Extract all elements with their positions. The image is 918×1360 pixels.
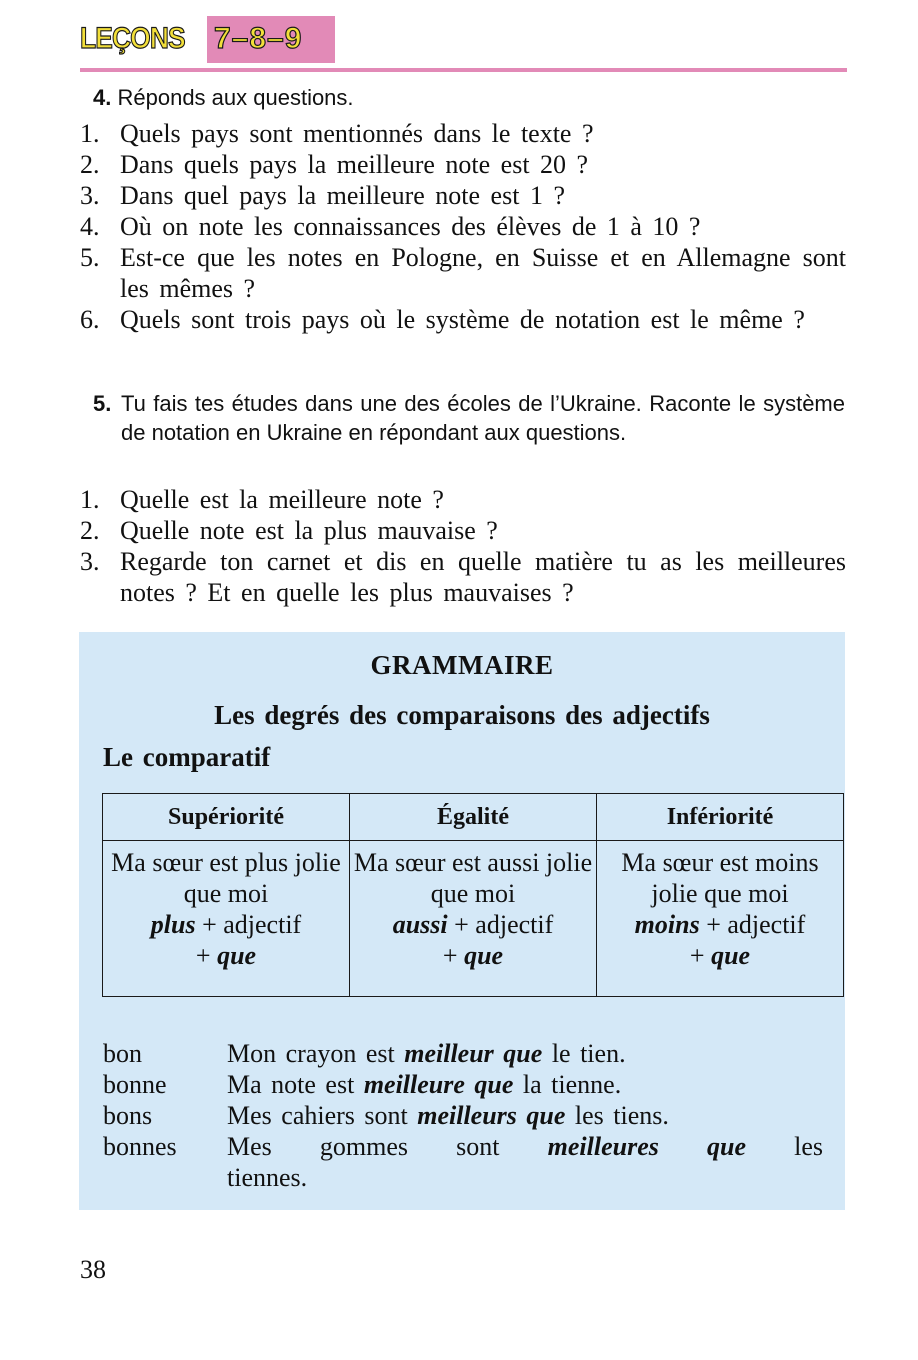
sentence-emphasis: meilleures que bbox=[547, 1132, 746, 1161]
question-number: 4. bbox=[80, 212, 100, 241]
example-sentence bbox=[227, 1038, 823, 1069]
question-item bbox=[80, 211, 846, 242]
grammar-subtitle: Les degrés des comparaisons des adjectifs bbox=[214, 700, 710, 730]
lesson-numbers: 7–8–9 bbox=[214, 22, 303, 55]
question-text: Quels pays sont mentionnés dans le texte ? bbox=[120, 119, 594, 148]
table-header-row bbox=[103, 794, 844, 841]
question-number: 2. bbox=[80, 516, 100, 545]
exercise-number: 5. bbox=[93, 391, 112, 416]
question-number: 5. bbox=[80, 243, 100, 272]
sentence-end: la tienne. bbox=[522, 1070, 622, 1099]
cell-plus: + bbox=[195, 941, 211, 970]
question-number: 6. bbox=[80, 305, 100, 334]
exercise-text: Réponds aux questions. bbox=[117, 85, 354, 110]
comparatif-heading: Le comparatif bbox=[103, 742, 271, 772]
example-sentence bbox=[227, 1131, 823, 1162]
column-header: Égalité bbox=[350, 794, 597, 841]
sentence-emphasis: meilleur que bbox=[404, 1039, 543, 1068]
exercise-text: Tu fais tes études dans une des écoles de l’Ukraine. Raconte le système de notation en Ukraine en répondant aux questions. bbox=[121, 391, 845, 445]
cell-keyword: plus bbox=[150, 910, 196, 939]
question-text: Dans quels pays la meilleure note est 20 ? bbox=[120, 150, 589, 179]
question-number: 1. bbox=[80, 119, 100, 148]
cell-keyword: aussi bbox=[392, 910, 448, 939]
question-number: 2. bbox=[80, 150, 100, 179]
cell-adjective: + adjectif bbox=[202, 910, 302, 939]
grammar-box bbox=[79, 632, 845, 1210]
column-header: Supériorité bbox=[103, 794, 350, 841]
question-number: 3. bbox=[80, 547, 100, 576]
page-number: 38 bbox=[80, 1255, 106, 1284]
question-text: Où on note les connaissances des élèves de 1 à 10 ? bbox=[120, 212, 701, 241]
question-item bbox=[80, 546, 846, 608]
examples-list bbox=[103, 1038, 823, 1193]
example-row bbox=[103, 1131, 823, 1162]
cell-adjective: + adjectif bbox=[454, 910, 554, 939]
cell-example: Ma sœur est moins jolie que moi bbox=[621, 848, 819, 908]
adjective-form: bons bbox=[103, 1101, 153, 1130]
example-row bbox=[103, 1069, 823, 1100]
sentence-continuation: tiennes. bbox=[227, 1163, 308, 1192]
sentence-start: Mes gommes sont bbox=[227, 1132, 500, 1161]
exercise-5-questions bbox=[80, 484, 846, 608]
question-text: Dans quel pays la meilleure note est 1 ? bbox=[120, 181, 565, 210]
sentence-end: les bbox=[794, 1132, 824, 1161]
exercise-5-instruction bbox=[93, 389, 845, 447]
comparison-table bbox=[102, 793, 844, 997]
sentence-start: Mes cahiers sont bbox=[227, 1101, 408, 1130]
cell-example: Ma sœur est plus jolie que moi bbox=[111, 848, 341, 908]
example-sentence bbox=[227, 1069, 823, 1100]
cell-plus: + bbox=[689, 941, 705, 970]
cell-que: que bbox=[711, 941, 751, 970]
cell-que: que bbox=[464, 941, 504, 970]
question-item bbox=[80, 242, 846, 304]
cell-plus: + bbox=[442, 941, 458, 970]
sentence-start: Ma note est bbox=[227, 1070, 355, 1099]
grammar-title: GRAMMAIRE bbox=[370, 650, 554, 680]
sentence-emphasis: meilleure que bbox=[363, 1070, 514, 1099]
lessons-label: LEÇONS bbox=[80, 22, 185, 55]
sentence-emphasis: meilleurs que bbox=[417, 1101, 566, 1130]
question-item bbox=[80, 180, 846, 211]
question-text: Quelle note est la plus mauvaise ? bbox=[120, 516, 498, 545]
question-item bbox=[80, 149, 846, 180]
cell-adjective: + adjectif bbox=[706, 910, 806, 939]
adjective-form: bonne bbox=[103, 1070, 167, 1099]
table-cell bbox=[103, 841, 350, 997]
exercise-4-instruction bbox=[93, 83, 853, 112]
question-text: Quelle est la meilleure note ? bbox=[120, 485, 444, 514]
question-item bbox=[80, 118, 846, 149]
question-text: Regarde ton carnet et dis en quelle matière tu as les meilleures notes ? Et en quelle les plus mauvaises ? bbox=[120, 547, 846, 607]
cell-que: que bbox=[217, 941, 257, 970]
table-row bbox=[103, 841, 844, 997]
sentence-start: Mon crayon est bbox=[227, 1039, 395, 1068]
exercise-number: 4. bbox=[93, 85, 112, 110]
adjective-form: bonnes bbox=[103, 1132, 177, 1161]
example-row-continuation bbox=[103, 1162, 823, 1193]
question-item bbox=[80, 484, 846, 515]
adjective-form: bon bbox=[103, 1039, 142, 1068]
cell-example: Ma sœur est aussi jolie que moi bbox=[353, 848, 593, 908]
column-header: Infériorité bbox=[597, 794, 844, 841]
question-number: 1. bbox=[80, 485, 100, 514]
question-text: Quels sont trois pays où le système de notation est le même ? bbox=[120, 305, 805, 334]
exercise-4-questions bbox=[80, 118, 846, 335]
table-cell bbox=[350, 841, 597, 997]
example-row bbox=[103, 1100, 823, 1131]
question-item bbox=[80, 304, 846, 335]
example-row bbox=[103, 1038, 823, 1069]
question-number: 3. bbox=[80, 181, 100, 210]
header-divider bbox=[80, 68, 847, 72]
cell-keyword: moins bbox=[634, 910, 700, 939]
example-sentence bbox=[227, 1100, 823, 1131]
sentence-end: les tiens. bbox=[574, 1101, 669, 1130]
question-text: Est-ce que les notes en Pologne, en Suisse et en Allemagne sont les mêmes ? bbox=[120, 243, 846, 303]
question-item bbox=[80, 515, 846, 546]
table-cell bbox=[597, 841, 844, 997]
sentence-end: le tien. bbox=[551, 1039, 626, 1068]
